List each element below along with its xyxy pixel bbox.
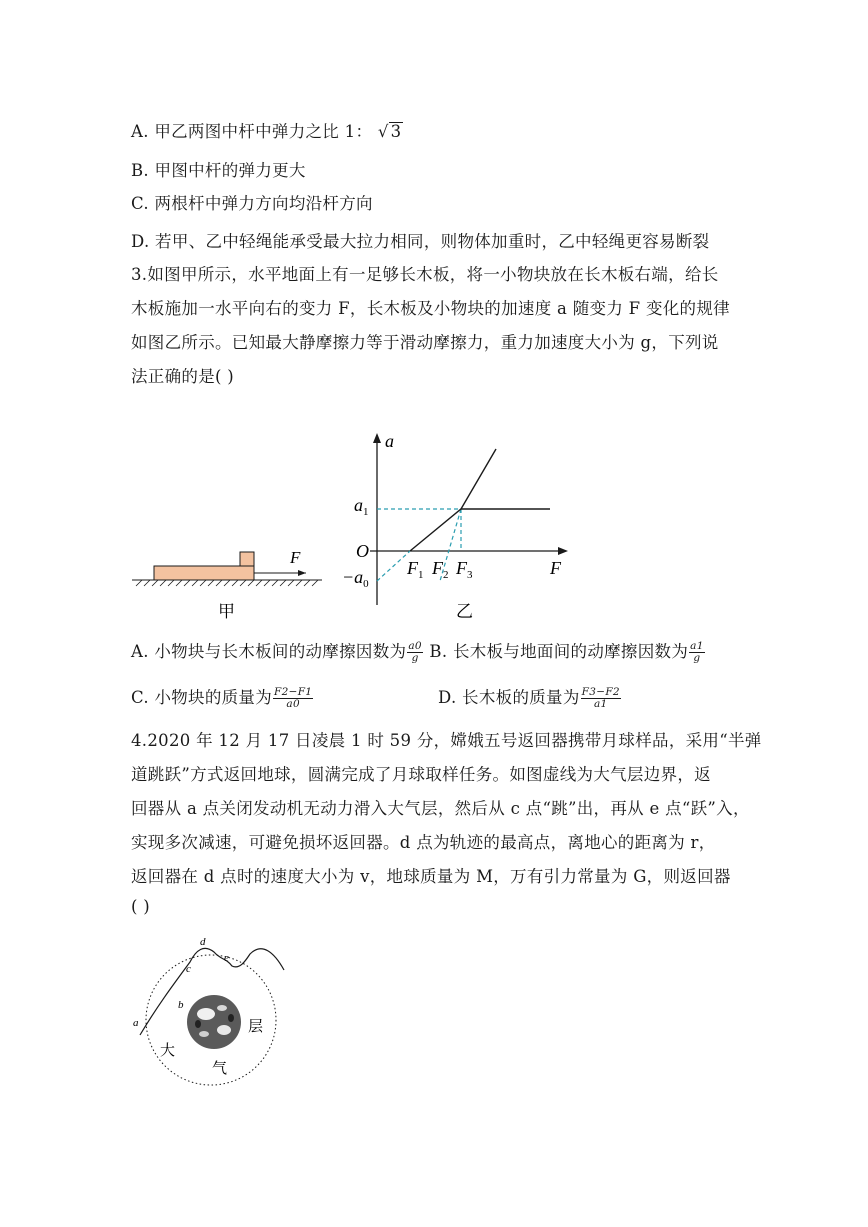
force-label: F <box>290 548 301 567</box>
x-axis-arrowhead <box>558 547 568 555</box>
origin-label: O <box>356 541 369 561</box>
q3-stem-line-4: 法正确的是( ) <box>131 367 235 386</box>
numerator: F3−F2 <box>581 686 620 698</box>
reentry-figure <box>128 930 288 1095</box>
fraction-f3-minus-f2 <box>581 687 621 710</box>
option-label: D. <box>438 688 457 707</box>
extension-dashed-lower <box>377 551 410 581</box>
option-text: 若甲、乙中轻绳能承受最大拉力相同，则物体加重时，乙中轻绳更容易断裂 <box>155 232 710 251</box>
sqrt-expression: √ 3 <box>377 122 402 141</box>
y-axis-arrowhead <box>373 433 381 443</box>
option-label: A. <box>131 642 149 661</box>
F2-label: $F_2$ <box>432 558 449 581</box>
numerator: a1 <box>690 640 704 652</box>
board-acceleration-line <box>461 449 496 509</box>
radicand: 3 <box>390 122 402 141</box>
earth-icon <box>187 995 241 1049</box>
point-b-label: b <box>178 999 184 1011</box>
q2-option-b <box>131 157 306 181</box>
point-d-label: d <box>200 936 206 948</box>
option-label: B. <box>429 642 448 661</box>
option-text: 小物块与长木板间的动摩擦因数为 <box>154 642 407 661</box>
neg-a0-label: $-a_0$ <box>342 567 369 590</box>
denominator: g <box>693 652 701 664</box>
fraction-a1-over-g <box>689 641 705 664</box>
option-text: 甲乙两图中杆中弹力之比 1： <box>154 122 373 141</box>
q3-options-row-1 <box>131 638 706 664</box>
small-block <box>240 552 254 566</box>
q2-option-c <box>131 190 373 214</box>
q4-stem-line-5: 返回器在 d 点时的速度大小为 v，地球质量为 M，万有引力常量为 G，则返回器 <box>131 867 731 886</box>
option-text: 两根杆中弹力方向均沿杆方向 <box>154 194 373 213</box>
fraction-a0-over-g <box>407 641 423 664</box>
option-label: B. <box>131 161 149 180</box>
denominator: g <box>411 652 419 664</box>
option-text: 甲图中杆的弹力更大 <box>154 161 306 180</box>
figure-jia <box>128 540 328 625</box>
figure-caption-yi: 乙 <box>456 602 473 621</box>
a1-label: $a_1$ <box>354 495 369 518</box>
q4-stem-line-1: 4.2020 年 12 月 17 日凌晨 1 时 59 分，嫦娥五号返回器携带月球样品，采用“半弹 <box>131 731 762 750</box>
option-label: C. <box>131 688 149 707</box>
atmosphere-char-qi: 气 <box>212 1061 228 1077</box>
figure-caption-jia: 甲 <box>218 602 235 621</box>
option-label: A. <box>131 122 149 141</box>
q4-stem-line-2: 道跳跃”方式返回地球，圆满完成了月球取样任务。如图虚线为大气层边界，返 <box>131 765 711 784</box>
fraction-f2-minus-f1 <box>273 687 313 710</box>
q2-option-d <box>131 228 709 252</box>
F1-label: $F_1$ <box>407 558 424 581</box>
q3-stem-line-3: 如图乙所示。已知最大静摩擦力等于滑动摩擦力，重力加速度大小为 g，下列说 <box>131 333 719 352</box>
atmosphere-char-da: 大 <box>160 1043 176 1059</box>
arrowhead <box>298 570 306 576</box>
x-axis-label: F <box>550 558 561 578</box>
point-e-label: e <box>224 952 229 964</box>
q3-option-c <box>131 684 314 710</box>
point-a-label: a <box>133 1017 139 1029</box>
q4-stem-line-4: 实现多次减速，可避免损坏返回器。d 点为轨迹的最高点，离地心的距离为 r， <box>131 833 716 852</box>
denominator: a0 <box>286 698 300 710</box>
F3-label: $F_3$ <box>456 558 473 581</box>
q3-stem-line-2: 木板施加一水平向右的变力 F，长木板及小物块的加速度 a 随变力 F 变化的规律 <box>131 299 730 318</box>
long-board <box>154 566 254 580</box>
option-text: 长木板与地面间的动摩擦因数为 <box>452 642 689 661</box>
q3-option-d <box>438 684 622 710</box>
option-text: 长木板的质量为 <box>462 688 580 707</box>
block-acceleration-line <box>410 509 550 551</box>
option-label: C. <box>131 194 149 213</box>
figure-yi <box>330 425 580 625</box>
q2-option-a <box>131 118 403 142</box>
q4-stem-line-6: ( ) <box>131 897 151 916</box>
ground-hatching <box>136 580 318 586</box>
numerator: F2−F1 <box>274 686 313 698</box>
q4-stem-line-3: 回器从 a 点关闭发动机无动力滑入大气层，然后从 c 点“跳”出，再从 e 点“跃”入， <box>131 799 750 818</box>
numerator: a0 <box>408 640 422 652</box>
option-text: 小物块的质量为 <box>154 688 273 707</box>
q3-stem-line-1: 3.如图甲所示，水平地面上有一足够长木板，将一小物块放在长木板右端，给长 <box>131 265 719 284</box>
point-c-label: c <box>186 963 191 975</box>
option-label: D. <box>131 232 150 251</box>
atmosphere-char-ceng: 层 <box>248 1019 264 1035</box>
denominator: a1 <box>594 698 608 710</box>
y-axis-label: a <box>385 431 394 451</box>
